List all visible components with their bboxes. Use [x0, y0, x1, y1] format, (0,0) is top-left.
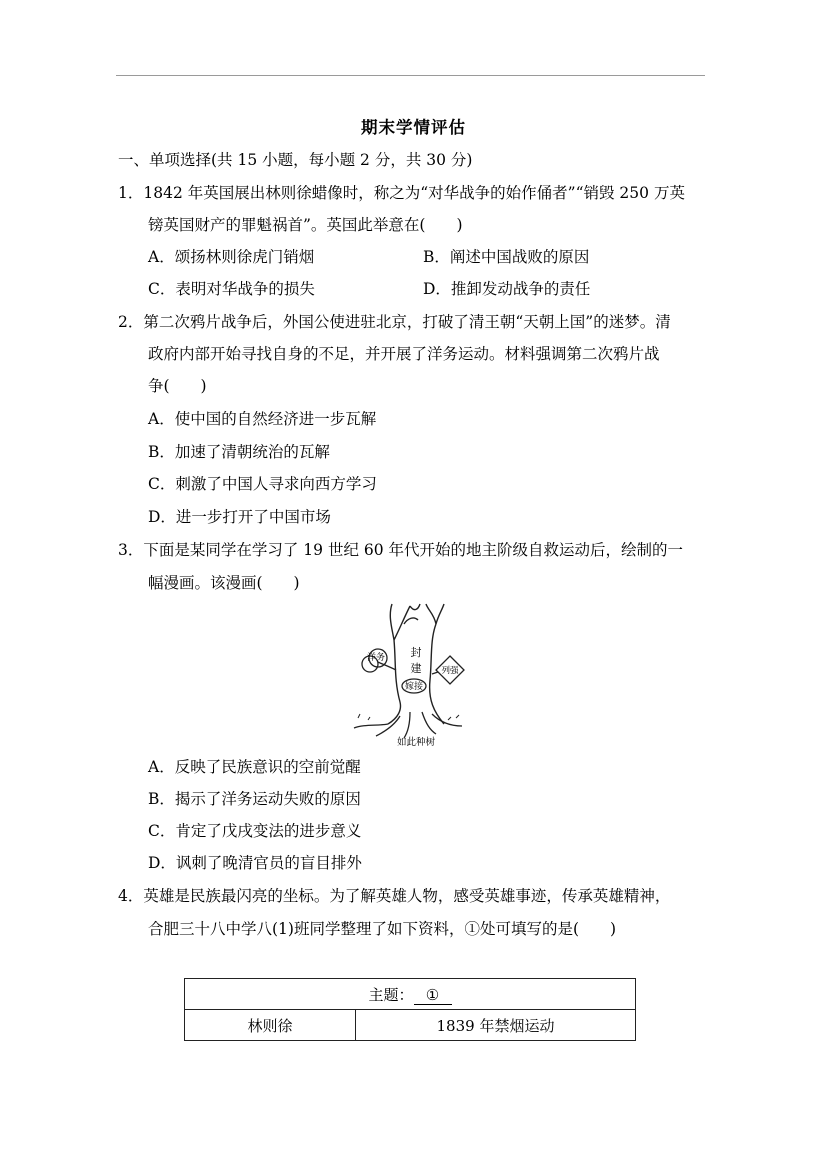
q3-option-d: D．讽刺了晚清官员的盲目排外 — [148, 854, 362, 872]
q3-option-a: A．反映了民族意识的空前觉醒 — [148, 758, 361, 776]
table-topic-label: 主题： — [368, 985, 414, 1004]
q2-option-b: B．加速了清朝统治的瓦解 — [148, 443, 330, 461]
q2-option-a: A．使中国的自然经济进一步瓦解 — [148, 410, 377, 428]
table-cell-event: 1839 年禁烟运动 — [356, 1010, 636, 1041]
table-header-cell — [185, 979, 636, 1010]
page-title: 期末学情评估 — [361, 118, 466, 137]
section-heading: 一、单项选择(共 15 小题，每小题 2 分，共 30 分) — [118, 151, 473, 169]
q2-option-d: D．进一步打开了中国市场 — [148, 508, 331, 526]
q1-option-c: C．表明对华战争的损失 — [148, 280, 315, 298]
q3-option-c: C．肯定了戊戌变法的进步意义 — [148, 822, 362, 840]
hero-info-table — [184, 978, 636, 1041]
q2-stem-line1: 2．第二次鸦片战争后，外国公使进驻北京，打破了清王朝“天朝上国”的迷梦。清 — [118, 313, 671, 331]
q3-option-b: B．揭示了洋务运动失败的原因 — [148, 790, 361, 808]
q2-stem-line2: 政府内部开始寻找自身的不足，并开展了洋务运动。材料强调第二次鸦片战 — [148, 345, 660, 363]
table-row — [185, 1010, 636, 1041]
q1-option-a: A．颂扬林则徐虎门销烟 — [148, 248, 315, 266]
table-header-row — [185, 979, 636, 1010]
table-topic-blank: ① — [414, 986, 452, 1005]
q4-stem-line1: 4．英雄是民族最闪亮的坐标。为了解英雄人物，感受英雄事迹，传承英雄精神， — [118, 887, 671, 905]
header-rule — [116, 75, 705, 76]
figure-label-feng: 封 — [410, 646, 422, 659]
q1-stem-line1: 1．1842 年英国展出林则徐蜡像时，称之为“对华战争的始作俑者”“销毁 250 万英 — [118, 184, 685, 202]
figure-label-left-branch: 洋务 — [366, 653, 386, 663]
figure-label-powers: 列强 — [441, 666, 459, 676]
figure-caption: 如此种树 — [396, 737, 436, 748]
q1-option-b: B．阐述中国战败的原因 — [423, 248, 590, 266]
cartoon-tree-figure — [348, 600, 468, 748]
q4-stem-line2: 合肥三十八中学八(1)班同学整理了如下资料，①处可填写的是( ) — [148, 920, 617, 938]
q1-option-d: D．推卸发动战争的责任 — [423, 280, 591, 298]
q2-stem-line3: 争( ) — [148, 377, 207, 395]
figure-label-graft: 嫁接 — [404, 682, 424, 692]
q3-stem-line2: 幅漫画。该漫画( ) — [148, 574, 300, 592]
table-cell-name: 林则徐 — [185, 1010, 356, 1041]
q3-stem-line1: 3．下面是某同学在学习了 19 世纪 60 年代开始的地主阶级自救运动后，绘制的一 — [118, 541, 684, 559]
q2-option-c: C．刺激了中国人寻求向西方学习 — [148, 475, 377, 493]
figure-label-jian: 建 — [410, 662, 422, 675]
q1-stem-line2: 镑英国财产的罪魁祸首”。英国此举意在( ) — [148, 216, 463, 234]
